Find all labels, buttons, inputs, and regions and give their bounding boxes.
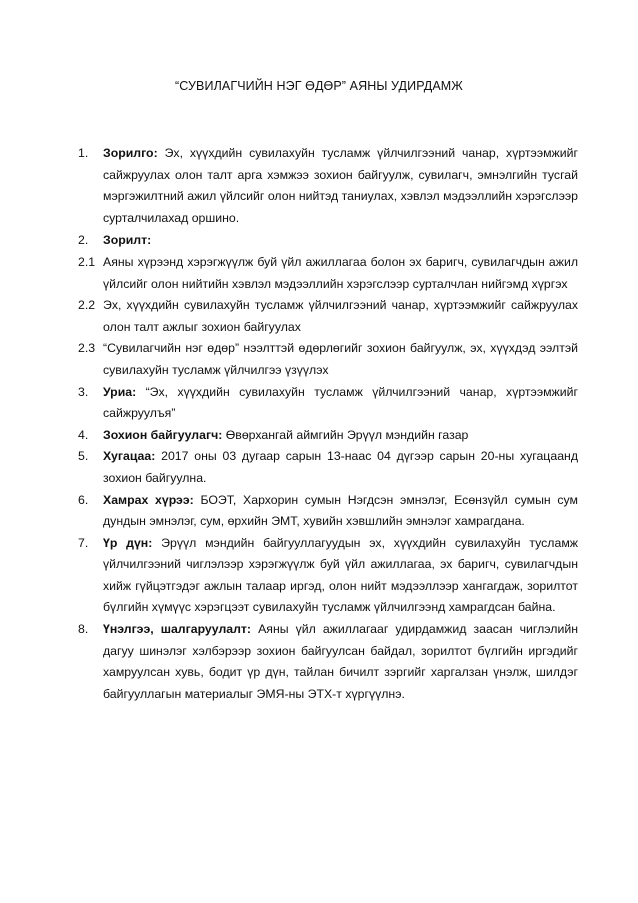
- item-text: Аяны хүрээнд хэрэгжүүлж буй үйл ажиллагаа болон эх баригч, сувилагчдын ажил үйлсийг олон нийтийн хэвлэл мэдээллийн хэрэгслээр сурталчлан нийгэмд хүргэх: [103, 254, 578, 291]
- item-label: Үнэлгээ, шалгаруулалт:: [103, 622, 252, 637]
- item-scope: [78, 490, 578, 533]
- document-title: “СУВИЛАГЧИЙН НЭГ ӨДӨР” АЯНЫ УДИРДАМЖ: [175, 79, 463, 93]
- item-objective-2-3: [78, 338, 578, 381]
- item-objective-2-2: [78, 295, 578, 338]
- item-text: “Сувилагчийн нэг өдөр” нээлттэй өдөрлөгийг зохион байгуулж, эх, хүүхдэд ээлтэй сувилахуйн тусламж үйлчилгээ үзүүлэх: [103, 341, 578, 377]
- item-label: Зохион байгуулагч:: [103, 427, 223, 442]
- item-label: Хугацаа:: [103, 449, 156, 464]
- item-number: 4.: [78, 427, 89, 442]
- item-label: Зорилт:: [103, 233, 152, 248]
- item-text: Өвөрхангай аймгийн Эрүүл мэндийн газар: [225, 427, 469, 442]
- item-text: Эрүүл мэндийн байгууллагуудын эх, хүүхдийн сувилахуйн тусламж үйлчилгээний чиглэлээр хэрэгжүүлж буй үйл ажиллагаа, эх баригч, сувилагчдын хийж гүйцэтгэдэг ажлын талаар иргэд, олон нийт мэдээллээр хангагдаж, зорилтот бүлгийн хүмүүс хэрэгцээт сувилахуйн тусламж үйлчилгээнд хамрагдсан байна.: [103, 535, 578, 615]
- item-number: 7.: [78, 535, 89, 550]
- item-label: Зорилго:: [103, 146, 158, 160]
- item-goal: [78, 143, 578, 229]
- item-number: 1.: [78, 146, 89, 160]
- item-number: 2.2: [78, 298, 96, 313]
- item-number: 8.: [78, 622, 89, 637]
- item-number: 3.: [78, 384, 89, 399]
- item-number: 2.3: [78, 341, 96, 356]
- item-outcome: [78, 533, 578, 619]
- item-number: 2.: [78, 233, 89, 248]
- item-label: Үр дүн:: [103, 535, 153, 550]
- item-label: Уриа:: [103, 384, 137, 399]
- item-list: [78, 143, 578, 705]
- item-text: Эх, хүүхдийн сувилахуйн тусламж үйлчилгээний чанар, хүртээмжийг сайжруулах олон талт арга хэмжээ зохион байгуулж, сувилагч, эмнэлгийн тусгай мэргэжилтний ажил үйлсийг олон нийтэд таниулах, хэвлэл мэдээллийн хэрэгслээр сурталчилахад оршино.: [103, 146, 578, 225]
- item-text: 2017 оны 03 дугаар сарын 13-наас 04 дүгээр сарын 20-ны хугацаанд зохион байгуулна.: [103, 449, 578, 485]
- item-text: БОЭТ, Хархорин сумын Нэгдсэн эмнэлэг, Есөнзүйл сумын сум дундын эмнэлэг, сум, өрхийн ЭМТ, хувийн хэвшлийн эмнэлэг хамрагдана.: [103, 492, 579, 529]
- item-organizer: [78, 425, 578, 447]
- item-number: 5.: [78, 449, 89, 464]
- item-text: “Эх, хүүхдийн сувилахуйн тусламж үйлчилгээний чанар, хүртээмжийг сайжруулъя”: [103, 384, 578, 421]
- item-text: Эх, хүүхдийн сувилахуйн тусламж үйлчилгээний чанар, хүртээмжийг сайжруулах олон талт ажлыг зохион байгуулах: [103, 298, 578, 334]
- item-duration: [78, 446, 578, 489]
- item-number: 6.: [78, 492, 89, 507]
- item-objective-2-1: [78, 252, 578, 295]
- item-objectives: [78, 230, 578, 252]
- item-text: Аяны үйл ажиллагааг удирдамжид заасан чиглэлийн дагуу шинэлэг хэлбэрээр зохион байгуулсан байдал, зорилтот бүлгийн иргэдийг хамруулсан хувь, бодит үр дүн, тайлан бичилт зэргийг харгалзан үнэлж, шилдэг байгууллагын материалыг ЭМЯ-ны ЭТХ-т хүргүүлнэ.: [103, 622, 578, 701]
- item-label: Хамрах хүрээ:: [103, 492, 194, 507]
- item-number: 2.1: [78, 254, 96, 269]
- item-evaluation: [78, 619, 578, 705]
- item-slogan: [78, 382, 578, 425]
